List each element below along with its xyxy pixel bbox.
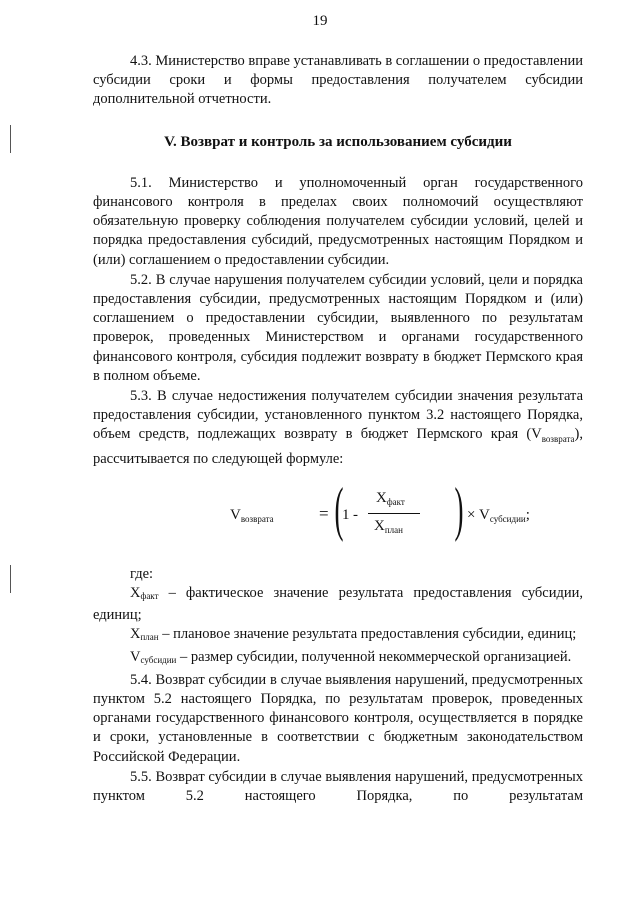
formula-times: × xyxy=(467,506,476,523)
formula-v-refund xyxy=(230,506,274,529)
definition-symbol xyxy=(130,649,176,665)
formula-numerator xyxy=(376,489,405,512)
paragraph-5-4: 5.4. Возврат субсидии в случае выявления нарушений, предусмотренных пунктом 5.2 настоящего Порядка, по результатам проверок, проведенных органами государственного финансового контроля, осуществляется в порядке и сроки, установленные в соответствии с бюджетным законодательством Российской Федерации. xyxy=(93,671,583,765)
definition-symbol xyxy=(130,626,159,642)
formula-semicolon: ; xyxy=(525,506,530,523)
formula-x-num: X xyxy=(376,489,387,506)
scan-margin-mark-bottom xyxy=(10,565,11,593)
refund-formula xyxy=(93,473,583,559)
formula-denominator xyxy=(374,517,403,540)
paragraph-5-3-subscript: возврата xyxy=(541,434,575,445)
formula-x-fact-sub: факт xyxy=(386,496,405,507)
section-heading: V. Возврат и контроль за использованием субсидии xyxy=(164,133,512,150)
definition-symbol-sub: факт xyxy=(140,590,159,601)
formula-x-plan-sub: план xyxy=(384,524,403,535)
definition-symbol-sub: субсидии xyxy=(140,654,177,665)
definition-text: – размер субсидии, полученной некоммерческой организацией. xyxy=(176,648,572,665)
paragraph-5-3 xyxy=(93,387,583,469)
definition-x-plan xyxy=(93,625,583,647)
paragraph-5-2: 5.2. В случае нарушения получателем субсидии условий, цели и порядка предоставления субсидии, предусмотренных настоящим Порядком и (или) соглашением о предоставлении субсидии, выявленного по результатам проверок, проведенных Министерством и органами государственного финансового контроля, субсидия подлежит возврату в бюджет Пермского края в полном объеме. xyxy=(93,271,583,384)
definition-symbol-sub: план xyxy=(140,632,159,643)
definition-text: – фактическое значение результата предоставления субсидии, единиц; xyxy=(93,584,583,624)
definition-symbol xyxy=(130,585,159,601)
formula-minus: - xyxy=(353,506,358,523)
paragraph-5-1: 5.1. Министерство и уполномоченный орган государственного финансового контроля в пределах своих полномочий осуществляют обязательную проверку соблюдения получателем субсидии условий, целей и порядка предоставления субсидий, предусмотренных настоящим Порядком и (или) соглашением о предоставлении субсидии. xyxy=(93,174,583,268)
scan-margin-mark-top xyxy=(10,125,11,153)
formula-open-paren: ( xyxy=(334,475,344,542)
formula-equals: = xyxy=(319,503,329,523)
definition-text: – плановое значение результата предоставления субсидии, единиц; xyxy=(158,626,577,643)
paragraph-5-3-text: 5.3. В случае недостижения получателем субсидии значения результата предоставления субсидии, установленного пунктом 3.2 настоящего Порядка, объем средств, подлежащих возврату в бюджет Пермского края (V xyxy=(93,388,583,443)
where-label: где: xyxy=(130,565,154,582)
formula-v-letter: V xyxy=(230,506,241,523)
document-body xyxy=(93,52,583,806)
formula-x-den: X xyxy=(374,517,385,534)
formula-fraction-bar xyxy=(368,513,420,514)
formula-v2-letter: V xyxy=(479,506,490,523)
formula-close-paren: ) xyxy=(454,475,464,542)
paragraph-4-3: 4.3. Министерство вправе устанавливать в соглашении о предоставлении субсидии сроки и формы предоставления получателем субсидии дополнительной отчетности. xyxy=(93,53,583,108)
formula-v-subsidy xyxy=(479,506,530,529)
page-number: 19 xyxy=(312,13,328,29)
definition-symbol-letter: X xyxy=(130,584,141,601)
definition-v-subsidy xyxy=(93,648,583,670)
paragraph-5-3-end: ), рассчитывается по следующей формуле: xyxy=(93,426,583,467)
paragraph-5-5: 5.5. Возврат субсидии в случае выявления нарушений, предусмотренных пунктом 5.2 настоящего Порядка, по результатам xyxy=(93,768,583,804)
formula-v-subsidy-sub: субсидии xyxy=(489,513,526,524)
definition-x-fact xyxy=(93,584,583,625)
definition-symbol-letter: X xyxy=(130,626,141,643)
definition-symbol-letter: V xyxy=(130,648,141,665)
formula-v-refund-sub: возврата xyxy=(240,513,274,524)
formula-one: 1 xyxy=(342,506,350,523)
